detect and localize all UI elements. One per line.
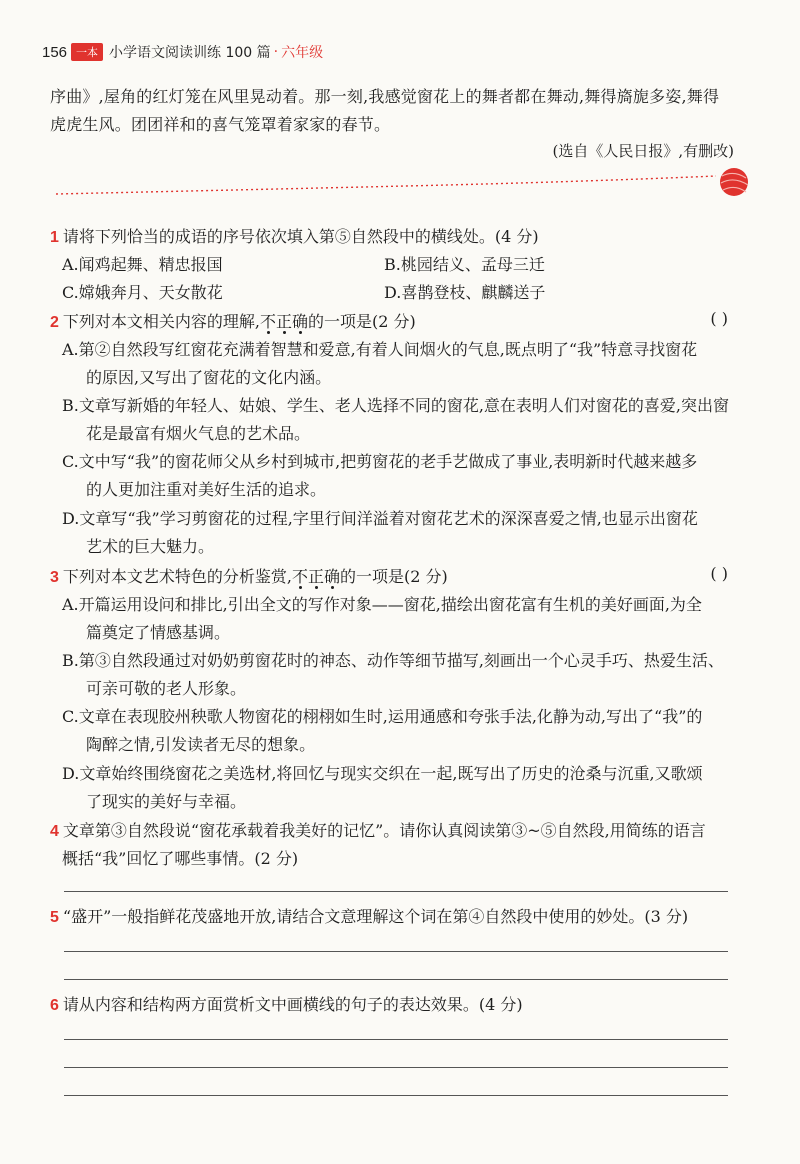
question-stem: 请从内容和结构两方面赏析文中画横线的句子的表达效果。(4 分) [62, 995, 523, 1014]
emphasis-char: 确 [292, 312, 309, 331]
emphasis-char: 正 [276, 312, 293, 331]
yarn-ball-icon [720, 168, 748, 196]
q3-option-d-cont: 了现实的美好与幸福。 [86, 792, 247, 811]
question-number: 6 [50, 997, 59, 1014]
brand-badge: 一本 [71, 43, 103, 61]
answer-blank[interactable]: ( ) [710, 309, 728, 328]
question-4-cont: 概括“我”回忆了哪些事情。(2 分) [62, 849, 299, 868]
question-1 [50, 224, 539, 250]
q2-option-a: A.第②自然段写红窗花充满着智慧和爱意,有着人间烟火的气息,既点明了“我”特意寻找窗花 [62, 340, 698, 359]
passage-source: (选自《人民日报》,有删改) [552, 142, 734, 160]
emphasis-char: 不 [292, 567, 309, 586]
question-stem-end: 的一项是(2 分) [340, 567, 448, 586]
answer-line[interactable] [64, 1095, 728, 1096]
q1-option-b: B.桃园结义、孟母三迁 [384, 255, 545, 274]
page-number: 156 [42, 43, 68, 61]
answer-line[interactable] [64, 891, 728, 892]
section-divider [56, 160, 756, 204]
question-3 [50, 564, 448, 590]
question-4 [50, 818, 706, 844]
grade-label: 六年级 [281, 45, 324, 61]
answer-line[interactable] [64, 1067, 728, 1068]
q3-option-b-cont: 可亲可敬的老人形象。 [86, 679, 247, 698]
q3-option-c-cont: 陶醉之情,引发读者无尽的想象。 [86, 735, 316, 754]
q2-option-b: B.文章写新婚的年轻人、姑娘、学生、老人选择不同的窗花,意在表明人们对窗花的喜爱,突出窗 [62, 396, 730, 415]
question-stem: 下列对本文相关内容的理解, [62, 312, 260, 331]
q1-option-d: D.喜鹊登枝、麒麟送子 [384, 283, 546, 302]
book-title: 小学语文阅读训练 100 篇 [109, 45, 271, 61]
q3-option-c: C.文章在表现胶州秧歌人物窗花的栩栩如生时,运用通感和夸张手法,化静为动,写出了“我”的 [62, 707, 703, 726]
q3-option-b: B.第③自然段通过对奶奶剪窗花时的神态、动作等细节描写,刻画出一个心灵手巧、热爱生活、 [62, 651, 724, 670]
question-number: 5 [50, 909, 59, 926]
question-number: 1 [50, 229, 59, 246]
title-separator: · [273, 44, 279, 60]
q3-option-a: A.开篇运用设问和排比,引出全文的写作对象——窗花,描绘出窗花富有生机的美好画面,为全 [62, 595, 702, 614]
question-6 [50, 992, 523, 1018]
question-stem: 请将下列恰当的成语的序号依次填入第⑤自然段中的横线处。(4 分) [62, 227, 539, 246]
question-stem: “盛开”一般指鲜花茂盛地开放,请结合文意理解这个词在第④自然段中使用的妙处。(3 分) [62, 907, 689, 926]
question-number: 2 [50, 314, 59, 331]
q2-option-a-cont: 的原因,又写出了窗花的文化内涵。 [86, 368, 332, 387]
answer-blank[interactable]: ( ) [710, 564, 728, 583]
q2-option-d: D.文章写“我”学习剪窗花的过程,字里行间洋溢着对窗花艺术的深深喜爱之情,也显示出窗花 [62, 509, 698, 528]
q2-option-b-cont: 花是最富有烟火气息的艺术品。 [86, 424, 311, 443]
q3-option-a-cont: 篇奠定了情感基调。 [86, 623, 231, 642]
emphasis-char: 确 [324, 567, 341, 586]
q2-option-d-cont: 艺术的巨大魅力。 [86, 537, 215, 556]
question-number: 4 [50, 823, 59, 840]
emphasis-char: 不 [260, 312, 277, 331]
question-2 [50, 309, 416, 335]
q1-option-c: C.嫦娥奔月、天女散花 [62, 283, 223, 302]
question-stem-end: 的一项是(2 分) [308, 312, 416, 331]
question-number: 3 [50, 569, 59, 586]
emphasis-char: 正 [308, 567, 325, 586]
question-stem: 文章第③自然段说“窗花承载着我美好的记忆”。请你认真阅读第③~⑤自然段,用简练的语言 [62, 821, 706, 840]
answer-line[interactable] [64, 951, 728, 952]
q2-option-c: C.文中写“我”的窗花师父从乡村到城市,把剪窗花的老手艺做成了事业,表明新时代越来越多 [62, 452, 698, 471]
answer-line[interactable] [64, 979, 728, 980]
passage-line-1: 序曲》,屋角的红灯笼在风里晃动着。那一刻,我感觉窗花上的舞者都在舞动,舞得旖旎多姿,舞得 [50, 87, 720, 106]
q3-option-d: D.文章始终围绕窗花之美选材,将回忆与现实交织在一起,既写出了历史的沧桑与沉重,又歌颂 [62, 764, 703, 783]
question-5 [50, 904, 688, 930]
q1-option-a: A.闻鸡起舞、精忠报国 [62, 255, 223, 274]
q2-option-c-cont: 的人更加注重对美好生活的追求。 [86, 480, 327, 499]
passage-line-2: 虎虎生风。团团祥和的喜气笼罩着家家的春节。 [50, 115, 391, 134]
question-stem: 下列对本文艺术特色的分析鉴赏, [62, 567, 292, 586]
page-header [42, 40, 323, 64]
answer-line[interactable] [64, 1039, 728, 1040]
